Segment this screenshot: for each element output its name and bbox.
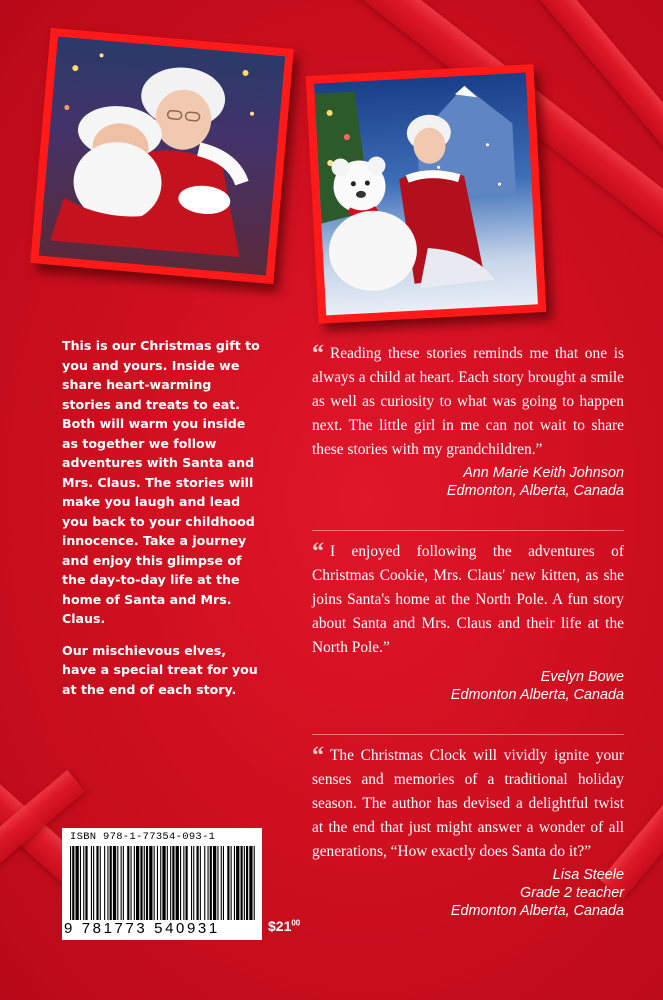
price — [268, 918, 300, 934]
testimonial-2 — [312, 540, 624, 704]
testimonial-name: Ann Marie Keith Johnson — [463, 465, 624, 481]
testimonial-location: Edmonton, Alberta, Canada — [446, 483, 624, 499]
quote-mark-icon: “ — [312, 341, 324, 367]
blurb-paragraph-1: This is our Christmas gift to you and yours. Inside we share heart-warming stories and treats to eat. Both will warm you inside as together we follow adventures with Santa and Mrs. Claus. The stories will make you laugh and lead you back to your childhood innocence. Take a journey and enjoy this glimpse of the day-to-day life at the home of Santa and Mrs. Claus. — [62, 338, 260, 626]
photo-santa-and-mrs-claus — [30, 28, 294, 284]
testimonial-name: Lisa Steele — [552, 867, 624, 883]
testimonial-3 — [312, 744, 624, 920]
mrs-claus-bear-illustration — [314, 73, 521, 299]
santa-mrs-claus-illustration — [40, 36, 269, 258]
testimonial-role: Grade 2 teacher — [520, 885, 624, 901]
isbn-label: ISBN 978-1-77354-093-1 — [70, 831, 216, 843]
blurb-paragraph-2: Our mischievous elves, have a special treat for you at the end of each story. — [62, 642, 258, 697]
testimonial-location: Edmonton Alberta, Canada — [450, 687, 624, 703]
isbn-barcode — [62, 828, 262, 940]
divider — [312, 530, 624, 531]
testimonial-1 — [312, 342, 624, 500]
testimonial-text: Reading these stories reminds me that one is always a child at heart. Each story brought a smile as well as curiosity to what was going to happen next. The little girl in me can not wait to share these stories with my grandchildren.” — [312, 345, 624, 458]
testimonial-location: Edmonton Alberta, Canada — [450, 903, 624, 919]
divider — [312, 734, 624, 735]
testimonial-name: Evelyn Bowe — [540, 669, 624, 685]
testimonial-text: I enjoyed following the adventures of Christmas Cookie, Mrs. Claus' new kitten, as she joins Santa's home at the North Pole. A fun story about Santa and Mrs. Claus and their life at the North Pole.” — [312, 543, 624, 656]
barcode-digits: 9 781773 540931 — [64, 920, 220, 937]
testimonial-text: The Christmas Clock will vividly ignite your senses and memories of a traditional holiday season. The author has devised a delightful twist at the end that just might answer a wonder of all generations, “How exactly does Santa do it?” — [312, 747, 624, 860]
photo-mrs-claus-with-bear — [306, 64, 547, 324]
quote-mark-icon: “ — [312, 743, 324, 769]
barcode-bars — [70, 846, 256, 920]
price-dollars: $21 — [268, 918, 292, 934]
book-blurb — [62, 336, 262, 711]
quote-mark-icon: “ — [312, 539, 324, 565]
price-cents: 00 — [291, 918, 301, 928]
